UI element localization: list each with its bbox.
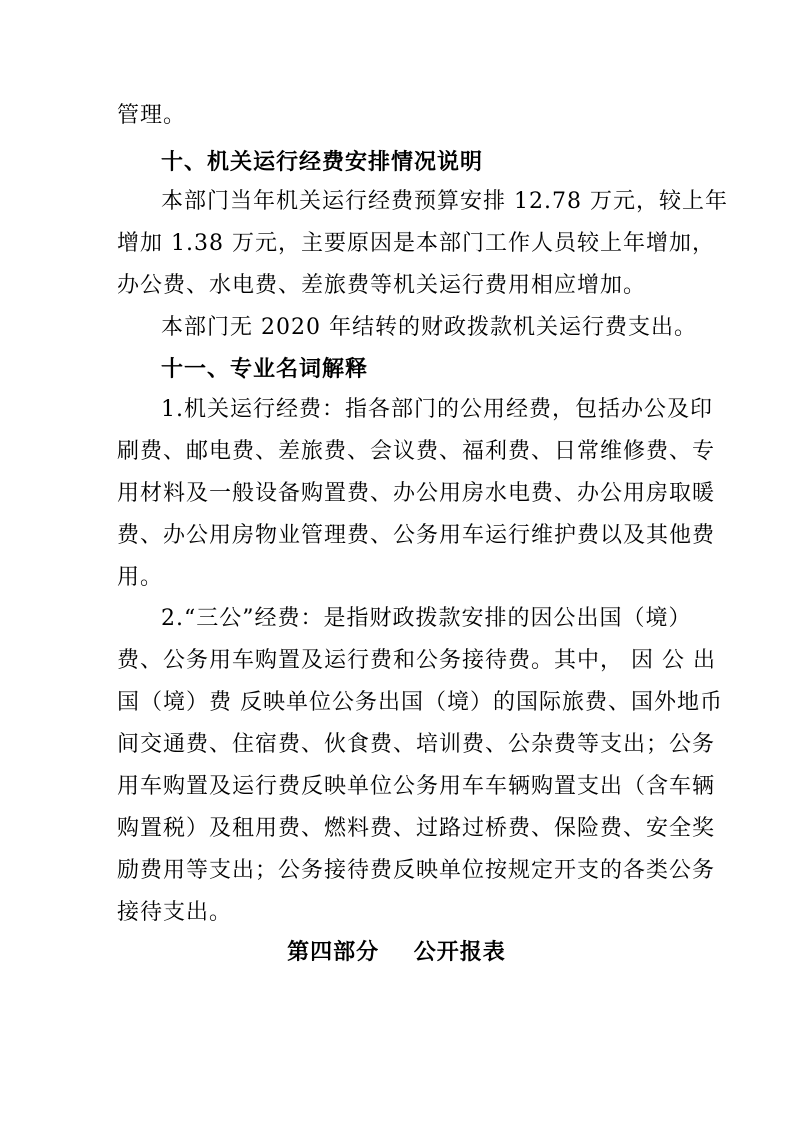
section-10-heading: 十、机关运行经费安排情况说明 <box>161 150 484 175</box>
section-10-para1-line: 办公费、水电费、差旅费等机关运行费用相应增加。 <box>117 273 647 298</box>
term1-line: 刷费、邮电费、差旅费、会议费、福利费、日常维修费、专 <box>117 439 716 464</box>
term2-line: 接待支出。 <box>117 900 233 925</box>
term2-line: 2.“三公”经费：是指财政拨款安排的因公出国（境） <box>161 606 692 631</box>
term1-line: 1.机关运行经费：指各部门的公用经费，包括办公及印 <box>161 397 713 422</box>
intro-tail-text: 管理。 <box>117 103 187 128</box>
section-10-para1-line: 增加 1.38 万元，主要原因是本部门工作人员较上年增加， <box>117 231 715 256</box>
term2-line: 间交通费、住宿费、伙食费、培训费、公杂费等支出；公务 <box>117 732 716 757</box>
section-10-para2: 本部门无 2020 年结转的财政拨款机关运行费支出。 <box>161 315 697 340</box>
term1-line: 费、办公用房物业管理费、公务用车运行维护费以及其他费 <box>117 523 716 548</box>
term2-line: 励费用等支出；公务接待费反映单位按规定开支的各类公务 <box>117 858 716 883</box>
term2-line: 购置税）及租用费、燃料费、过路过桥费、保险费、安全奖 <box>117 816 716 841</box>
section-10-para1-line: 本部门当年机关运行经费预算安排 12.78 万元，较上年 <box>161 189 728 214</box>
term2-line: 费、公务用车购置及运行费和公务接待费。其中， 因 公 出 <box>117 648 716 673</box>
part-4-title: 第四部分 公开报表 <box>287 940 506 965</box>
term2-line: 用车购置及运行费反映单位公务用车车辆购置支出（含车辆 <box>117 774 716 799</box>
term2-line: 国（境）费 反映单位公务出国（境）的国际旅费、国外地币 <box>117 690 723 715</box>
section-11-heading: 十一、专业名词解释 <box>161 357 369 382</box>
term1-line: 用材料及一般设备购置费、办公用房水电费、办公用房取暖 <box>117 481 716 506</box>
term1-line: 用。 <box>117 565 164 590</box>
